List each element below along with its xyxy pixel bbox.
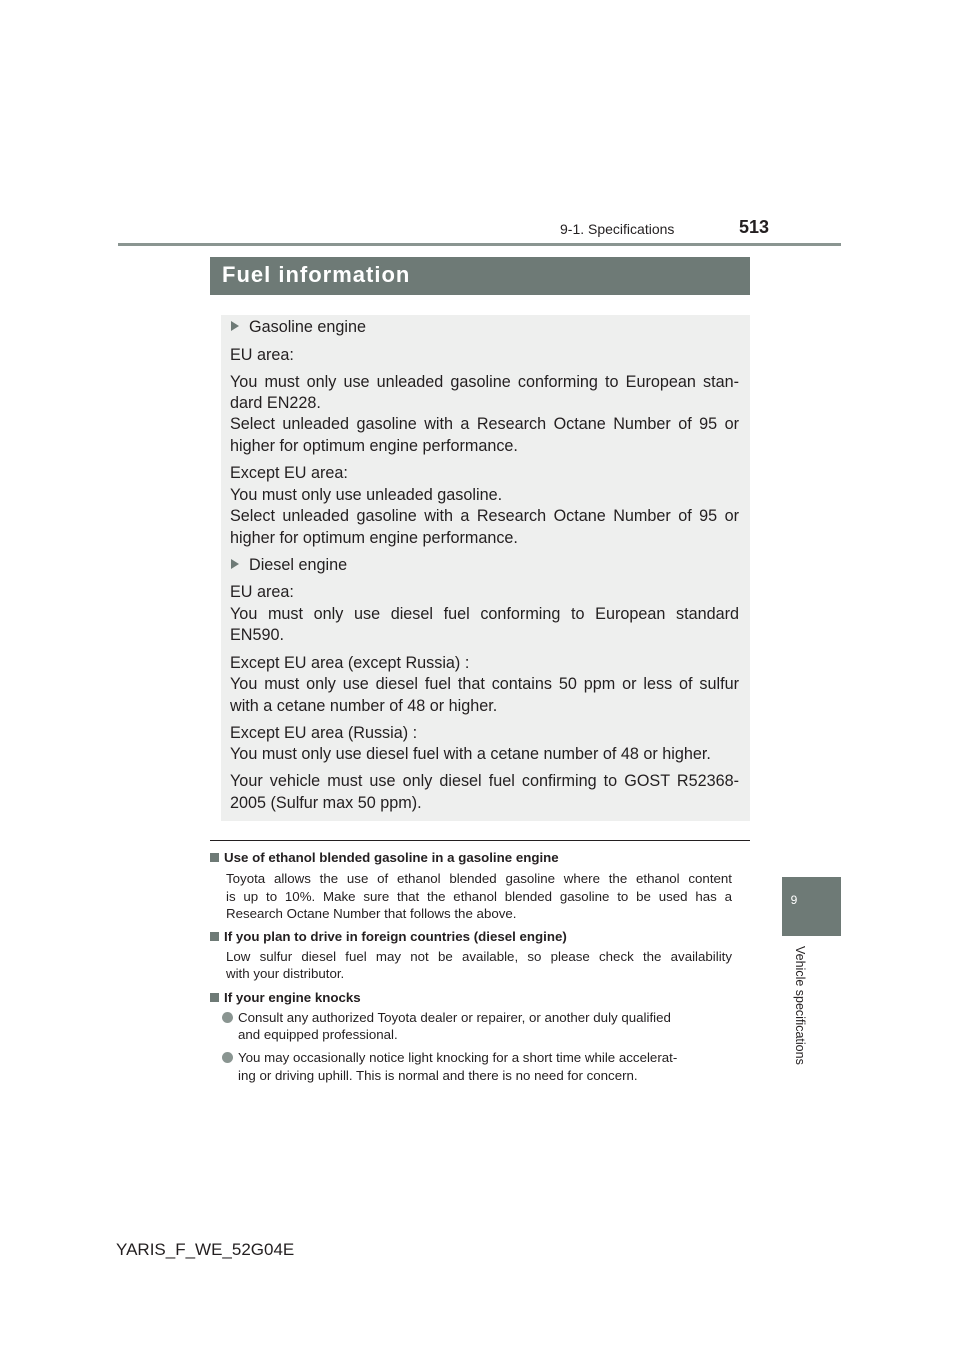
note-line: Low sulfur diesel fuel may not be available, so please check the availability bbox=[226, 949, 732, 964]
section-label: 9-1. Specifications bbox=[560, 221, 675, 237]
text-line: You must only use unleaded gasoline conforming to European stan- bbox=[230, 373, 739, 391]
circle-bullet-icon bbox=[222, 1052, 233, 1063]
text-line: dard EN228. bbox=[230, 394, 321, 412]
note-heading-label: If you plan to drive in foreign countries (diesel engine) bbox=[224, 929, 567, 944]
bullet-text: Consult any authorized Toyota dealer or repairer, or another duly qualified bbox=[238, 1010, 671, 1025]
text-line: EU area: bbox=[230, 583, 294, 601]
diesel-heading bbox=[231, 556, 347, 575]
square-bullet-icon bbox=[210, 932, 219, 941]
text-line: You must only use unleaded gasoline. bbox=[230, 486, 503, 504]
text-line: Except EU area (except Russia) : bbox=[230, 654, 470, 672]
text-line: EN590. bbox=[230, 626, 284, 644]
text-line: Select unleaded gasoline with a Research Octane Number of 95 or bbox=[230, 507, 739, 525]
square-bullet-icon bbox=[210, 853, 219, 862]
note-heading-label: Use of ethanol blended gasoline in a gasoline engine bbox=[224, 850, 559, 865]
note-heading bbox=[210, 929, 567, 944]
circle-bullet-icon bbox=[222, 1012, 233, 1023]
note-heading-label: If your engine knocks bbox=[224, 990, 361, 1005]
bullet-text: You may occasionally notice light knocking for a short time while accelerat- bbox=[238, 1050, 678, 1065]
text-line: You must only use diesel fuel with a cetane number of 48 or higher. bbox=[230, 745, 711, 763]
page-number: 513 bbox=[739, 217, 770, 237]
gasoline-heading bbox=[231, 318, 366, 337]
text-line: Except EU area: bbox=[230, 464, 348, 482]
text-line: You must only use diesel fuel that contains 50 ppm or less of sulfur bbox=[230, 675, 739, 693]
bullet-item bbox=[222, 1050, 677, 1065]
gasoline-heading-label: Gasoline engine bbox=[249, 318, 366, 336]
notes-separator bbox=[210, 840, 750, 841]
text-line: You must only use diesel fuel conforming to European standard bbox=[230, 605, 739, 623]
square-bullet-icon bbox=[210, 993, 219, 1002]
text-line: EU area: bbox=[230, 346, 294, 364]
text-line: higher for optimum engine performance. bbox=[230, 529, 518, 547]
triangle-bullet-icon bbox=[231, 559, 239, 569]
triangle-bullet-icon bbox=[231, 321, 239, 331]
chapter-label: Vehicle specifications bbox=[793, 946, 807, 1065]
text-line: Your vehicle must use only diesel fuel confirming to GOST R52368- bbox=[230, 772, 739, 790]
note-line: Toyota allows the use of ethanol blended gasoline where the ethanol content bbox=[226, 871, 732, 886]
document-code: YARIS_F_WE_52G04E bbox=[116, 1240, 295, 1259]
text-line: Except EU area (Russia) : bbox=[230, 724, 418, 742]
note-heading bbox=[210, 990, 361, 1005]
note-line: with your distributor. bbox=[226, 966, 345, 981]
text-line: 2005 (Sulfur max 50 ppm). bbox=[230, 794, 422, 812]
title-bar bbox=[210, 257, 750, 295]
note-line: ing or driving uphill. This is normal and there is no need for concern. bbox=[238, 1068, 638, 1083]
note-line: is up to 10%. Make sure that the ethanol blended gasoline to be used has a bbox=[226, 889, 732, 904]
note-line: Research Octane Number that follows the above. bbox=[226, 906, 517, 921]
text-line: Select unleaded gasoline with a Research Octane Number of 95 or bbox=[230, 415, 739, 433]
note-line: and equipped professional. bbox=[238, 1027, 398, 1042]
header-rule bbox=[118, 243, 841, 246]
bullet-item bbox=[222, 1010, 671, 1025]
text-line: with a cetane number of 48 or higher. bbox=[230, 697, 498, 715]
diesel-heading-label: Diesel engine bbox=[249, 556, 348, 574]
note-heading bbox=[210, 850, 559, 865]
chapter-number: 9 bbox=[790, 893, 798, 907]
page-title: Fuel information bbox=[222, 262, 411, 287]
text-line: higher for optimum engine performance. bbox=[230, 437, 518, 455]
